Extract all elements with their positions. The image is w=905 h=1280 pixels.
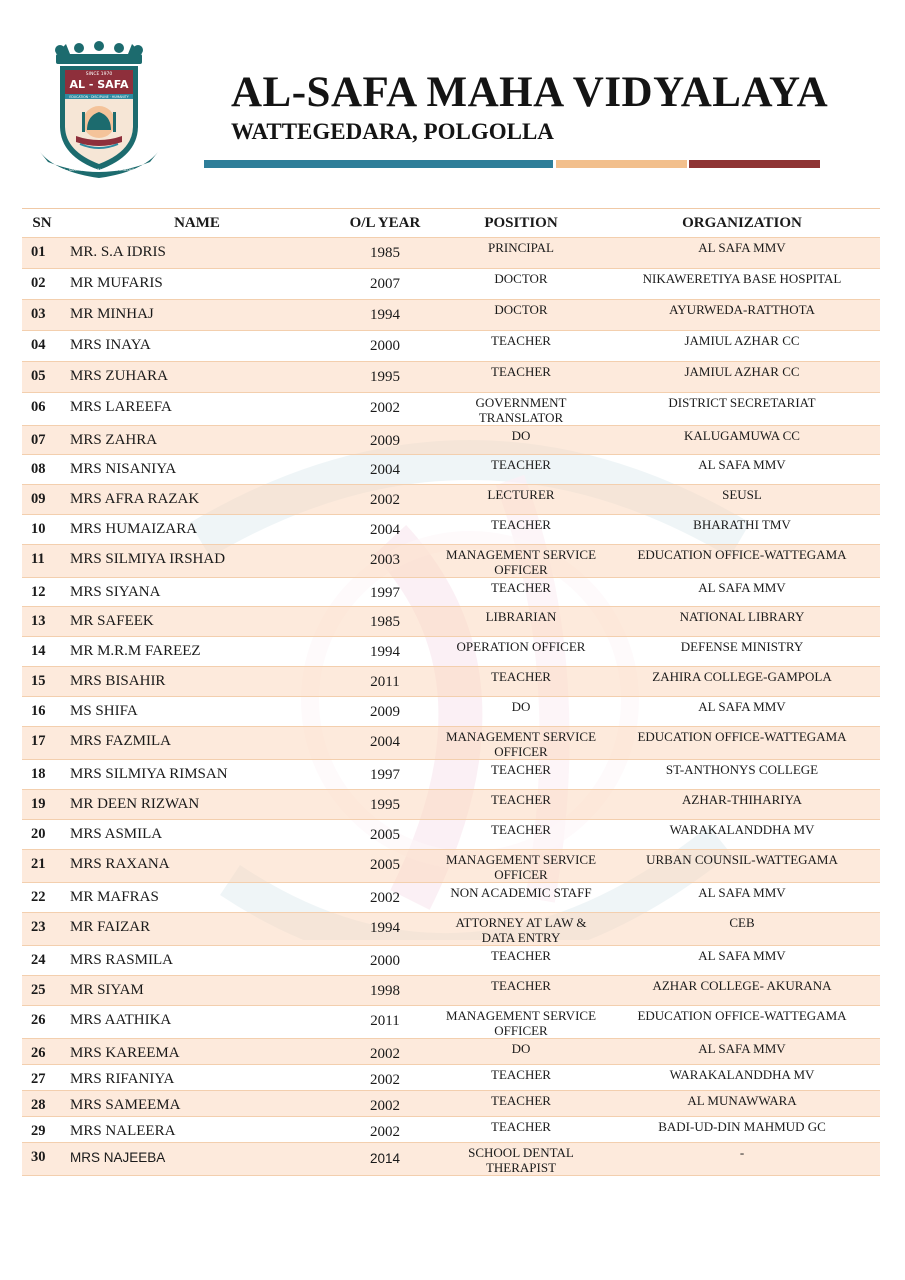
cell-ol-year: 2005 [332,850,438,883]
cell-name: MRS RASMILA [62,946,332,976]
cell-organization: AZHAR-THIHARIYA [604,790,880,820]
cell-sn: 26 [22,1039,62,1065]
table-row [22,850,880,883]
cell-organization: AL SAFA MMV [604,883,880,913]
cell-position: TEACHER [438,760,604,790]
cell-name: MRS KAREEMA [62,1039,332,1065]
cell-organization: AL MUNAWWARA [604,1091,880,1117]
cell-organization: SEUSL [604,485,880,515]
school-logo [36,40,162,182]
cell-ol-year: 2009 [332,426,438,455]
alumni-table [22,208,880,1176]
table-row [22,946,880,976]
table-row [22,515,880,545]
cell-ol-year: 1998 [332,976,438,1006]
table-row [22,790,880,820]
cell-organization: EDUCATION OFFICE-WATTEGAMA [604,727,880,760]
cell-name: MRS FAZMILA [62,727,332,760]
cell-organization: - [604,1143,880,1176]
table-row [22,578,880,607]
cell-organization: AL SAFA MMV [604,697,880,727]
cell-ol-year: 2000 [332,331,438,362]
cell-organization: NIKAWERETIYA BASE HOSPITAL [604,269,880,300]
cell-name: MRS RAXANA [62,850,332,883]
cell-sn: 28 [22,1091,62,1117]
table-row [22,820,880,850]
cell-ol-year: 2003 [332,545,438,578]
cell-position: TEACHER [438,976,604,1006]
cell-name: MRS ZAHRA [62,426,332,455]
table-row [22,545,880,578]
cell-position: TEACHER [438,578,604,607]
cell-position: TEACHER [438,1065,604,1091]
cell-position: MANAGEMENT SERVICE OFFICER [438,545,604,578]
cell-position: ATTORNEY AT LAW & DATA ENTRY [438,913,604,946]
column-header-ol-year: O/L YEAR [349,214,421,231]
cell-position: TEACHER [438,331,604,362]
cell-name: MRS AFRA RAZAK [62,485,332,515]
cell-position: DO [438,697,604,727]
cell-name: MR M.R.M FAREEZ [62,637,332,667]
table-row [22,269,880,300]
cell-position: DO [438,426,604,455]
cell-sn: 17 [22,727,62,760]
cell-sn: 19 [22,790,62,820]
cell-name: MR SAFEEK [62,607,332,637]
table-row [22,913,880,946]
cell-organization: AL SAFA MMV [604,946,880,976]
cell-name: MS SHIFA [62,697,332,727]
cell-position: TEACHER [438,1117,604,1143]
school-title: AL-SAFA MAHA VIDYALAYA [231,69,829,116]
cell-position: PRINCIPAL [438,238,604,269]
cell-position: DO [438,1039,604,1065]
table-row [22,1006,880,1039]
table-row [22,667,880,697]
cell-name: MRS SIYANA [62,578,332,607]
cell-name: MR. S.A IDRIS [62,238,332,269]
table-row [22,238,880,269]
column-header-position: POSITION [484,214,558,231]
cell-sn: 15 [22,667,62,697]
cell-name: MR MUFARIS [62,269,332,300]
cell-organization: AL SAFA MMV [604,1039,880,1065]
cell-position: MANAGEMENT SERVICE OFFICER [438,727,604,760]
cell-organization: URBAN COUNSIL-WATTEGAMA [604,850,880,883]
cell-ol-year: 1994 [332,300,438,331]
cell-position: DOCTOR [438,269,604,300]
column-header-organization: ORGANIZATION [682,214,802,231]
cell-ol-year: 2014 [332,1143,438,1176]
cell-sn: 01 [22,238,62,269]
cell-ol-year: 2002 [332,393,438,426]
cell-ol-year: 1985 [332,607,438,637]
cell-ol-year: 2002 [332,1039,438,1065]
cell-position: TEACHER [438,790,604,820]
cell-organization: AL SAFA MMV [604,578,880,607]
school-location: WATTEGEDARA, POLGOLLA [231,119,554,144]
cell-position: MANAGEMENT SERVICE OFFICER [438,1006,604,1039]
cell-organization: ZAHIRA COLLEGE-GAMPOLA [604,667,880,697]
cell-name: MRS ZUHARA [62,362,332,393]
cell-name: MRS RIFANIYA [62,1065,332,1091]
cell-name: MR MAFRAS [62,883,332,913]
table-row [22,1117,880,1143]
cell-sn: 04 [22,331,62,362]
cell-position: NON ACADEMIC STAFF [438,883,604,913]
logo-name-text: AL - SAFA [69,78,129,91]
cell-position: TEACHER [438,946,604,976]
cell-sn: 10 [22,515,62,545]
cell-ol-year: 2004 [332,515,438,545]
cell-position: TEACHER [438,1091,604,1117]
cell-ol-year: 1994 [332,913,438,946]
logo-since-text: SINCE 1970 [85,72,113,77]
cell-ol-year: 2007 [332,269,438,300]
cell-sn: 24 [22,946,62,976]
cell-sn: 13 [22,607,62,637]
cell-ol-year: 2002 [332,1117,438,1143]
table-row [22,883,880,913]
cell-ol-year: 1995 [332,362,438,393]
table-row [22,455,880,485]
header-bar-maroon [689,160,820,168]
table-row [22,976,880,1006]
cell-organization: NATIONAL LIBRARY [604,607,880,637]
cell-organization: DISTRICT SECRETARIAT [604,393,880,426]
cell-ol-year: 2011 [332,667,438,697]
cell-organization: KALUGAMUWA CC [604,426,880,455]
cell-organization: AL SAFA MMV [604,238,880,269]
cell-name: MRS BISAHIR [62,667,332,697]
cell-sn: 14 [22,637,62,667]
cell-position: TEACHER [438,820,604,850]
cell-sn: 25 [22,976,62,1006]
table-row [22,607,880,637]
table-header-row [22,209,880,238]
cell-organization: CEB [604,913,880,946]
cell-ol-year: 2009 [332,697,438,727]
cell-position: TEACHER [438,455,604,485]
table-row [22,697,880,727]
cell-name: MRS ASMILA [62,820,332,850]
cell-organization: BADI-UD-DIN MAHMUD GC [604,1117,880,1143]
cell-sn: 02 [22,269,62,300]
cell-ol-year: 1997 [332,760,438,790]
cell-organization: AYURWEDA-RATTHOTA [604,300,880,331]
cell-sn: 07 [22,426,62,455]
table-row [22,362,880,393]
cell-sn: 22 [22,883,62,913]
cell-sn: 29 [22,1117,62,1143]
cell-position: OPERATION OFFICER [438,637,604,667]
table-row [22,637,880,667]
cell-name: MR SIYAM [62,976,332,1006]
table-row [22,1039,880,1065]
cell-organization: WARAKALANDDHA MV [604,1065,880,1091]
cell-sn: 05 [22,362,62,393]
table-row [22,1065,880,1091]
table-row [22,1091,880,1117]
cell-position: LIBRARIAN [438,607,604,637]
cell-sn: 20 [22,820,62,850]
header-bar-tan [556,160,687,168]
cell-organization: JAMIUL AZHAR CC [604,331,880,362]
logo-ribbon-text: AL - SAFA MAHA VIDYALAYA · WATTEGEDARA [61,168,137,172]
cell-ol-year: 1985 [332,238,438,269]
cell-ol-year: 2002 [332,883,438,913]
cell-position: LECTURER [438,485,604,515]
cell-organization: AL SAFA MMV [604,455,880,485]
cell-name: MRS HUMAIZARA [62,515,332,545]
cell-name: MRS NALEERA [62,1117,332,1143]
cell-name: MRS SILMIYA RIMSAN [62,760,332,790]
cell-position: MANAGEMENT SERVICE OFFICER [438,850,604,883]
cell-name: MR FAIZAR [62,913,332,946]
cell-organization: AZHAR COLLEGE- AKURANA [604,976,880,1006]
cell-sn: 27 [22,1065,62,1091]
cell-organization: EDUCATION OFFICE-WATTEGAMA [604,1006,880,1039]
cell-ol-year: 2002 [332,485,438,515]
cell-organization: EDUCATION OFFICE-WATTEGAMA [604,545,880,578]
cell-ol-year: 2004 [332,455,438,485]
cell-sn: 23 [22,913,62,946]
cell-ol-year: 1997 [332,578,438,607]
table-row [22,393,880,426]
cell-organization: DEFENSE MINISTRY [604,637,880,667]
cell-name: MRS AATHIKA [62,1006,332,1039]
cell-sn: 11 [22,545,62,578]
cell-sn: 30 [22,1143,62,1176]
cell-ol-year: 2005 [332,820,438,850]
cell-ol-year: 2002 [332,1065,438,1091]
table-row [22,426,880,455]
cell-position: DOCTOR [438,300,604,331]
table-row [22,331,880,362]
cell-organization: BHARATHI TMV [604,515,880,545]
cell-ol-year: 2011 [332,1006,438,1039]
table-row [22,300,880,331]
cell-organization: ST-ANTHONYS COLLEGE [604,760,880,790]
cell-sn: 26 [22,1006,62,1039]
cell-name: MRS SILMIYA IRSHAD [62,545,332,578]
cell-position: TEACHER [438,515,604,545]
table-row [22,760,880,790]
column-header-sn: SN [32,214,52,231]
logo-motto-text: EDUCATION · DISCIPLINE · HUMANITY [69,95,129,99]
cell-sn: 09 [22,485,62,515]
table-row [22,485,880,515]
cell-name: MRS NISANIYA [62,455,332,485]
cell-sn: 18 [22,760,62,790]
cell-position: GOVERNMENT TRANSLATOR [438,393,604,426]
cell-sn: 08 [22,455,62,485]
cell-name: MR DEEN RIZWAN [62,790,332,820]
cell-ol-year: 1995 [332,790,438,820]
cell-name: MRS INAYA [62,331,332,362]
cell-name: MRS NAJEEBA [62,1143,332,1176]
cell-position: TEACHER [438,667,604,697]
cell-sn: 16 [22,697,62,727]
cell-name: MRS SAMEEMA [62,1091,332,1117]
cell-name: MRS LAREEFA [62,393,332,426]
cell-position: TEACHER [438,362,604,393]
cell-sn: 06 [22,393,62,426]
header-bar-teal [204,160,553,168]
cell-sn: 12 [22,578,62,607]
cell-sn: 21 [22,850,62,883]
table-row [22,1143,880,1176]
cell-position: SCHOOL DENTAL THERAPIST [438,1143,604,1176]
cell-organization: JAMIUL AZHAR CC [604,362,880,393]
cell-organization: WARAKALANDDHA MV [604,820,880,850]
column-header-name: NAME [174,214,220,231]
cell-sn: 03 [22,300,62,331]
table-row [22,727,880,760]
cell-ol-year: 2004 [332,727,438,760]
cell-ol-year: 2000 [332,946,438,976]
cell-ol-year: 2002 [332,1091,438,1117]
cell-ol-year: 1994 [332,637,438,667]
cell-name: MR MINHAJ [62,300,332,331]
